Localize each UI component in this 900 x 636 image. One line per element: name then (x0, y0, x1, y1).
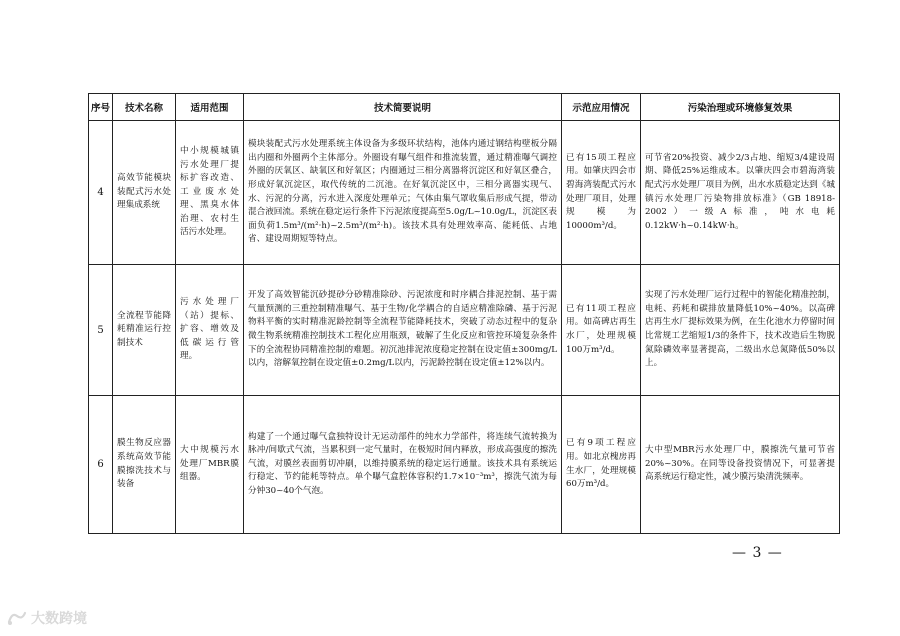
table-row (89, 396, 840, 534)
row-demo: 已有15项工程应用。如肇庆四会市碧海湾装配式污水处理厂项目，处理规模为10000m³/d。 (566, 152, 636, 231)
row-index: 6 (89, 396, 113, 534)
header-tech-name: 技术名称 (113, 94, 176, 121)
row-tech-name: 膜生物反应器系统高效节能膜擦洗技术与装备 (117, 438, 171, 490)
row-index: 5 (89, 265, 113, 396)
header-scope: 适用范围 (176, 94, 244, 121)
header-description: 技术简要说明 (244, 94, 562, 121)
table-row (89, 265, 840, 396)
row-description: 构建了一个通过曝气盒独特设计无运动部件的纯水力学部件，将连续气流转换为脉冲/间歇式气流，当累积到一定气量时，在极短时间内释放，形成高强度的擦洗气流，对膜丝表面剪切冲刷，以维持膜系统的稳定运行通量。该技术具有系统运行稳定、节约能耗等特点。单个曝气盒腔体容积约1.7×10⁻³m³，擦洗气流为每分钟30~40个气泡。 (248, 431, 557, 496)
header-effect: 污染治理或环境修复效果 (641, 94, 840, 121)
row-description: 模块装配式污水处理系统主体设备为多级环状结构，池体内通过钢结构壁板分隔出内圈和外圈两个主体部分。外圈设有曝气组件和推流装置，通过精准曝气调控外圈的厌氧区、缺氧区和好氧区；内圈通过三相分离器将沉淀区和好氧区叠合，形成好氧沉淀区，取代传统的二沉池。在好氧沉淀区中，三相分离器实现气、水、污泥的分离，污水进入深度处理单元；气体由集气罩收集后形成气提，带动混合液回流。系统在稳定运行条件下污泥浓度提高至5.0g/L~10.0g/L，沉淀区表面负荷1.5m³/(m²·h)~2.5m³/(m²·h)。该技术具有处理效率高、能耗低、占地省、建设周期短等特点。 (248, 139, 557, 245)
row-tech-name: 高效节能模块装配式污水处理集成系统 (117, 173, 171, 211)
page-number: — 3 — (732, 545, 783, 561)
watermark-logo-icon (6, 610, 28, 626)
row-scope: 污水处理厂（站）提标、扩容、增效及低碳运行管理。 (180, 297, 239, 362)
header-demo: 示范应用情况 (562, 94, 641, 121)
row-scope: 大中规模污水处理厂MBR膜组器。 (180, 445, 239, 483)
row-demo: 已有9项工程应用。如北京槐房再生水厂，处理规模60万m³/d。 (566, 438, 636, 490)
row-index: 4 (89, 121, 113, 265)
header-index: 序号 (89, 94, 113, 121)
row-tech-name: 全流程节能降耗精准运行控制技术 (117, 310, 171, 348)
row-demo: 已有11项工程应用。如高碑店再生水厂，处理规模100万m³/d。 (566, 303, 636, 355)
table-header-row (89, 94, 840, 121)
watermark-text: 大数跨境 (31, 611, 87, 627)
row-scope: 中小规模城镇污水处理厂提标扩容改造、工业废水处理、黑臭水体治理、农村生活污水处理。 (180, 145, 239, 238)
row-effect: 可节省20%投资、减少2/3占地、缩短3/4建设周期、降低25%运维成本。以肇庆四会市碧海湾装配式污水处理厂项目为例，出水水质稳定达到《城镇污水处理厂污染物排放标准》（GB 18918-2002）一级A标准，吨水电耗0.12kW·h~0.14kW·h。 (645, 152, 835, 231)
technology-table (88, 93, 840, 534)
row-description: 开发了高效智能沉砂提砂分砂精准除砂、污泥浓度和时序耦合排泥控制、基于需气量预测的三重控制精准曝气、基于生物/化学耦合的自适应精准除磷、基于污泥物料平衡的实时精准泥龄控制等全流程节能降耗技术，突破了动态过程中的复杂微生物系统精准控制技术工程化应用瓶颈，破解了生化反应和管控环境复杂条件下的全流程协同精准控制的难题。初沉池排泥浓度稳定控制在设定值±300mg/L以内，溶解氧控制在设定值±0.2mg/L以内，污泥龄控制在设定值±12%以内。 (248, 290, 557, 369)
row-effect: 大中型MBR污水处理厂中，膜擦洗气量可节省20%~30%。在同等设备投资情况下，可显著提高系统运行稳定性，减少膜污染清洗频率。 (645, 445, 835, 483)
table-row (89, 121, 840, 265)
watermark (6, 608, 87, 628)
row-effect: 实现了污水处理厂运行过程中的智能化精准控制，电耗、药耗和碳排放量降低10%~40%。以高碑店再生水厂提标效果为例，在生化池水力停留时间比常规工艺缩短1/3的条件下，技术改造后生物脱氮除磷效率显著提高，二级出水总氮降低50%以上。 (645, 290, 835, 369)
